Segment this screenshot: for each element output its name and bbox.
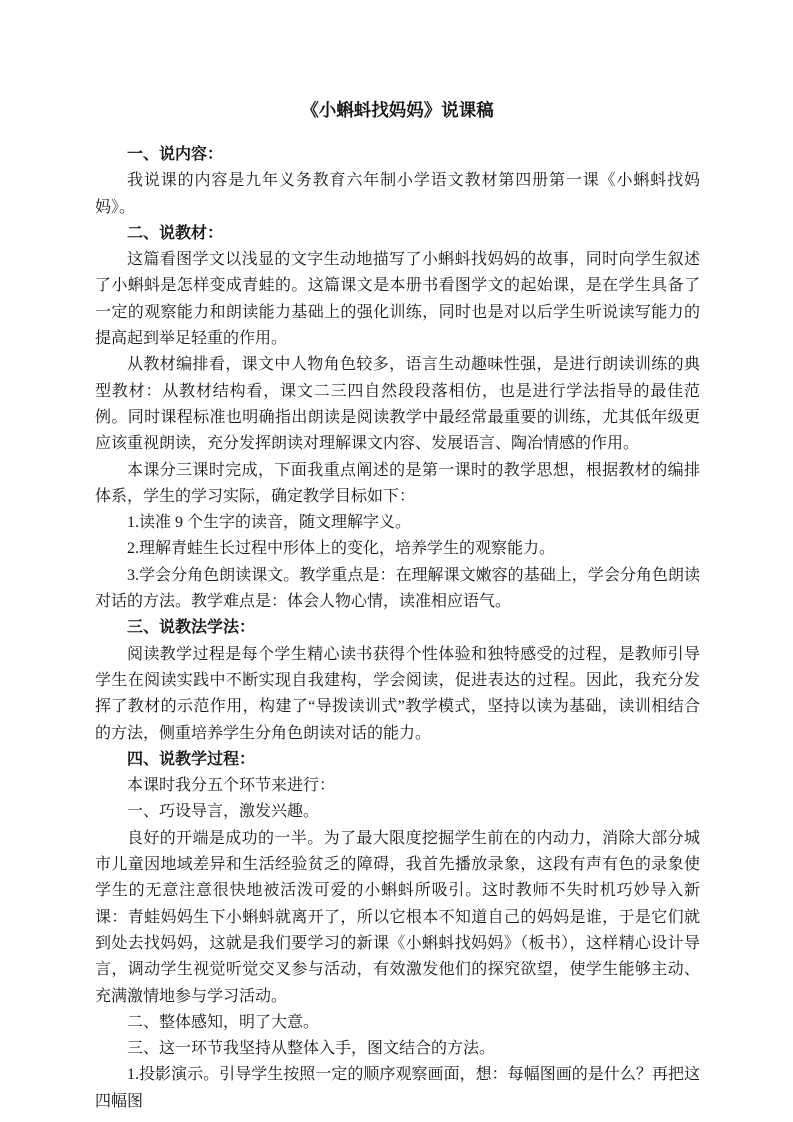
section-heading-say-process: 四、说教学过程： — [127, 750, 256, 768]
subsection-step-2: 二、整体感知，明了大意。 — [127, 1013, 320, 1031]
paragraph: 这篇看图学文以浅显的文字生动地描写了小蝌蚪找妈妈的故事，同时向学生叙述了小蝌蚪是怎样变成青蛙的。这篇课文是本册书看图学文的起始课，是在学生具备了一定的观察能力和朗读能力基础上的强化训练，同时也是对以后学生听说读写能力的提高起到举足轻重的作用。 — [95, 251, 700, 348]
paragraph: 从教材编排看，课文中人物角色较多，语言生动趣味性强，是进行朗读训练的典型教材：从教材结构看，课文二三四自然段段落相仿，也是进行学法指导的最佳范例。同时课程标准也明确指出朗读是阅读教学中最经常最重要的训练，尤其低年级更应该重视朗读，充分发挥朗读对理解课文内容、发展语言、陶冶情感的作用。 — [95, 356, 700, 453]
list-item-goal-2: 2.理解青蛙生长过程中形体上的变化，培养学生的观察能力。 — [127, 540, 556, 558]
list-item-projection: 1.投影演示。引导学生按照一定的顺序观察画面，想：每幅图画的是什么？再把这四幅图 — [95, 1066, 700, 1110]
subsection-step-3: 三、这一环节我坚持从整体入手，图文结合的方法。 — [127, 1040, 496, 1058]
list-item-goal-3: 3.学会分角色朗读课文。教学重点是：在理解课文嫩容的基础上，学会分角色朗读对话的方法。教学难点是：体会人物心情，读准相应语气。 — [95, 566, 700, 611]
paragraph: 本课时我分五个环节来进行： — [127, 777, 336, 795]
paragraph: 阅读教学过程是每个学生精心读书获得个性体验和独特感受的过程，是教师引导学生在阅读实践中不断实现自我建构，学会阅读，促进表达的过程。因此，我充分发挥了教材的示范作用，构建了“导拨读训式”教学模式，坚持以读为基础，读训相结合的方法，侧重培养学生分角色朗读对话的能力。 — [95, 645, 700, 742]
paragraph: 良好的开端是成功的一半。为了最大限度挖掘学生前在的内动力，消除大部分城市儿童因地域差异和生活经验贫乏的障碍，我首先播放录象，这段有声有色的录象使学生的无意注意很快地被活泼可爱的小蝌蚪所吸引。这时教师不失时机巧妙导入新课：青蛙妈妈生下小蝌蚪就离开了，所以它根本不知道自己的妈妈是谁，于是它们就到处去找妈妈，这就是我们要学习的新课《小蝌蚪找妈妈》（板书），这样精心设计导言，调动学生视觉听觉交叉参与活动，有效激发他们的探究欲望，使学生能够主动、充满激情地参与学习活动。 — [95, 829, 700, 1005]
document-title: 《小蝌蚪找妈妈》说课稿 — [301, 100, 494, 120]
paragraph: 本课分三课时完成，下面我重点阐述的是第一课时的教学思想，根据教材的编排体系，学生的学习实际，确定教学目标如下： — [95, 461, 700, 505]
subsection-step-1: 一、巧设导言，激发兴趣。 — [127, 803, 320, 821]
list-item-goal-1: 1.读准 9 个生字的读音，随文理解字义。 — [127, 514, 412, 532]
section-heading-say-methods: 三、说教法学法： — [127, 619, 256, 637]
section-heading-say-content: 一、说内容： — [127, 146, 224, 163]
paragraph: 我说课的内容是九年义务教育六年制小学语文教材第四册第一课《小蝌蚪找妈妈》。 — [95, 172, 700, 216]
section-heading-say-textbook: 二、说教材： — [127, 224, 224, 242]
